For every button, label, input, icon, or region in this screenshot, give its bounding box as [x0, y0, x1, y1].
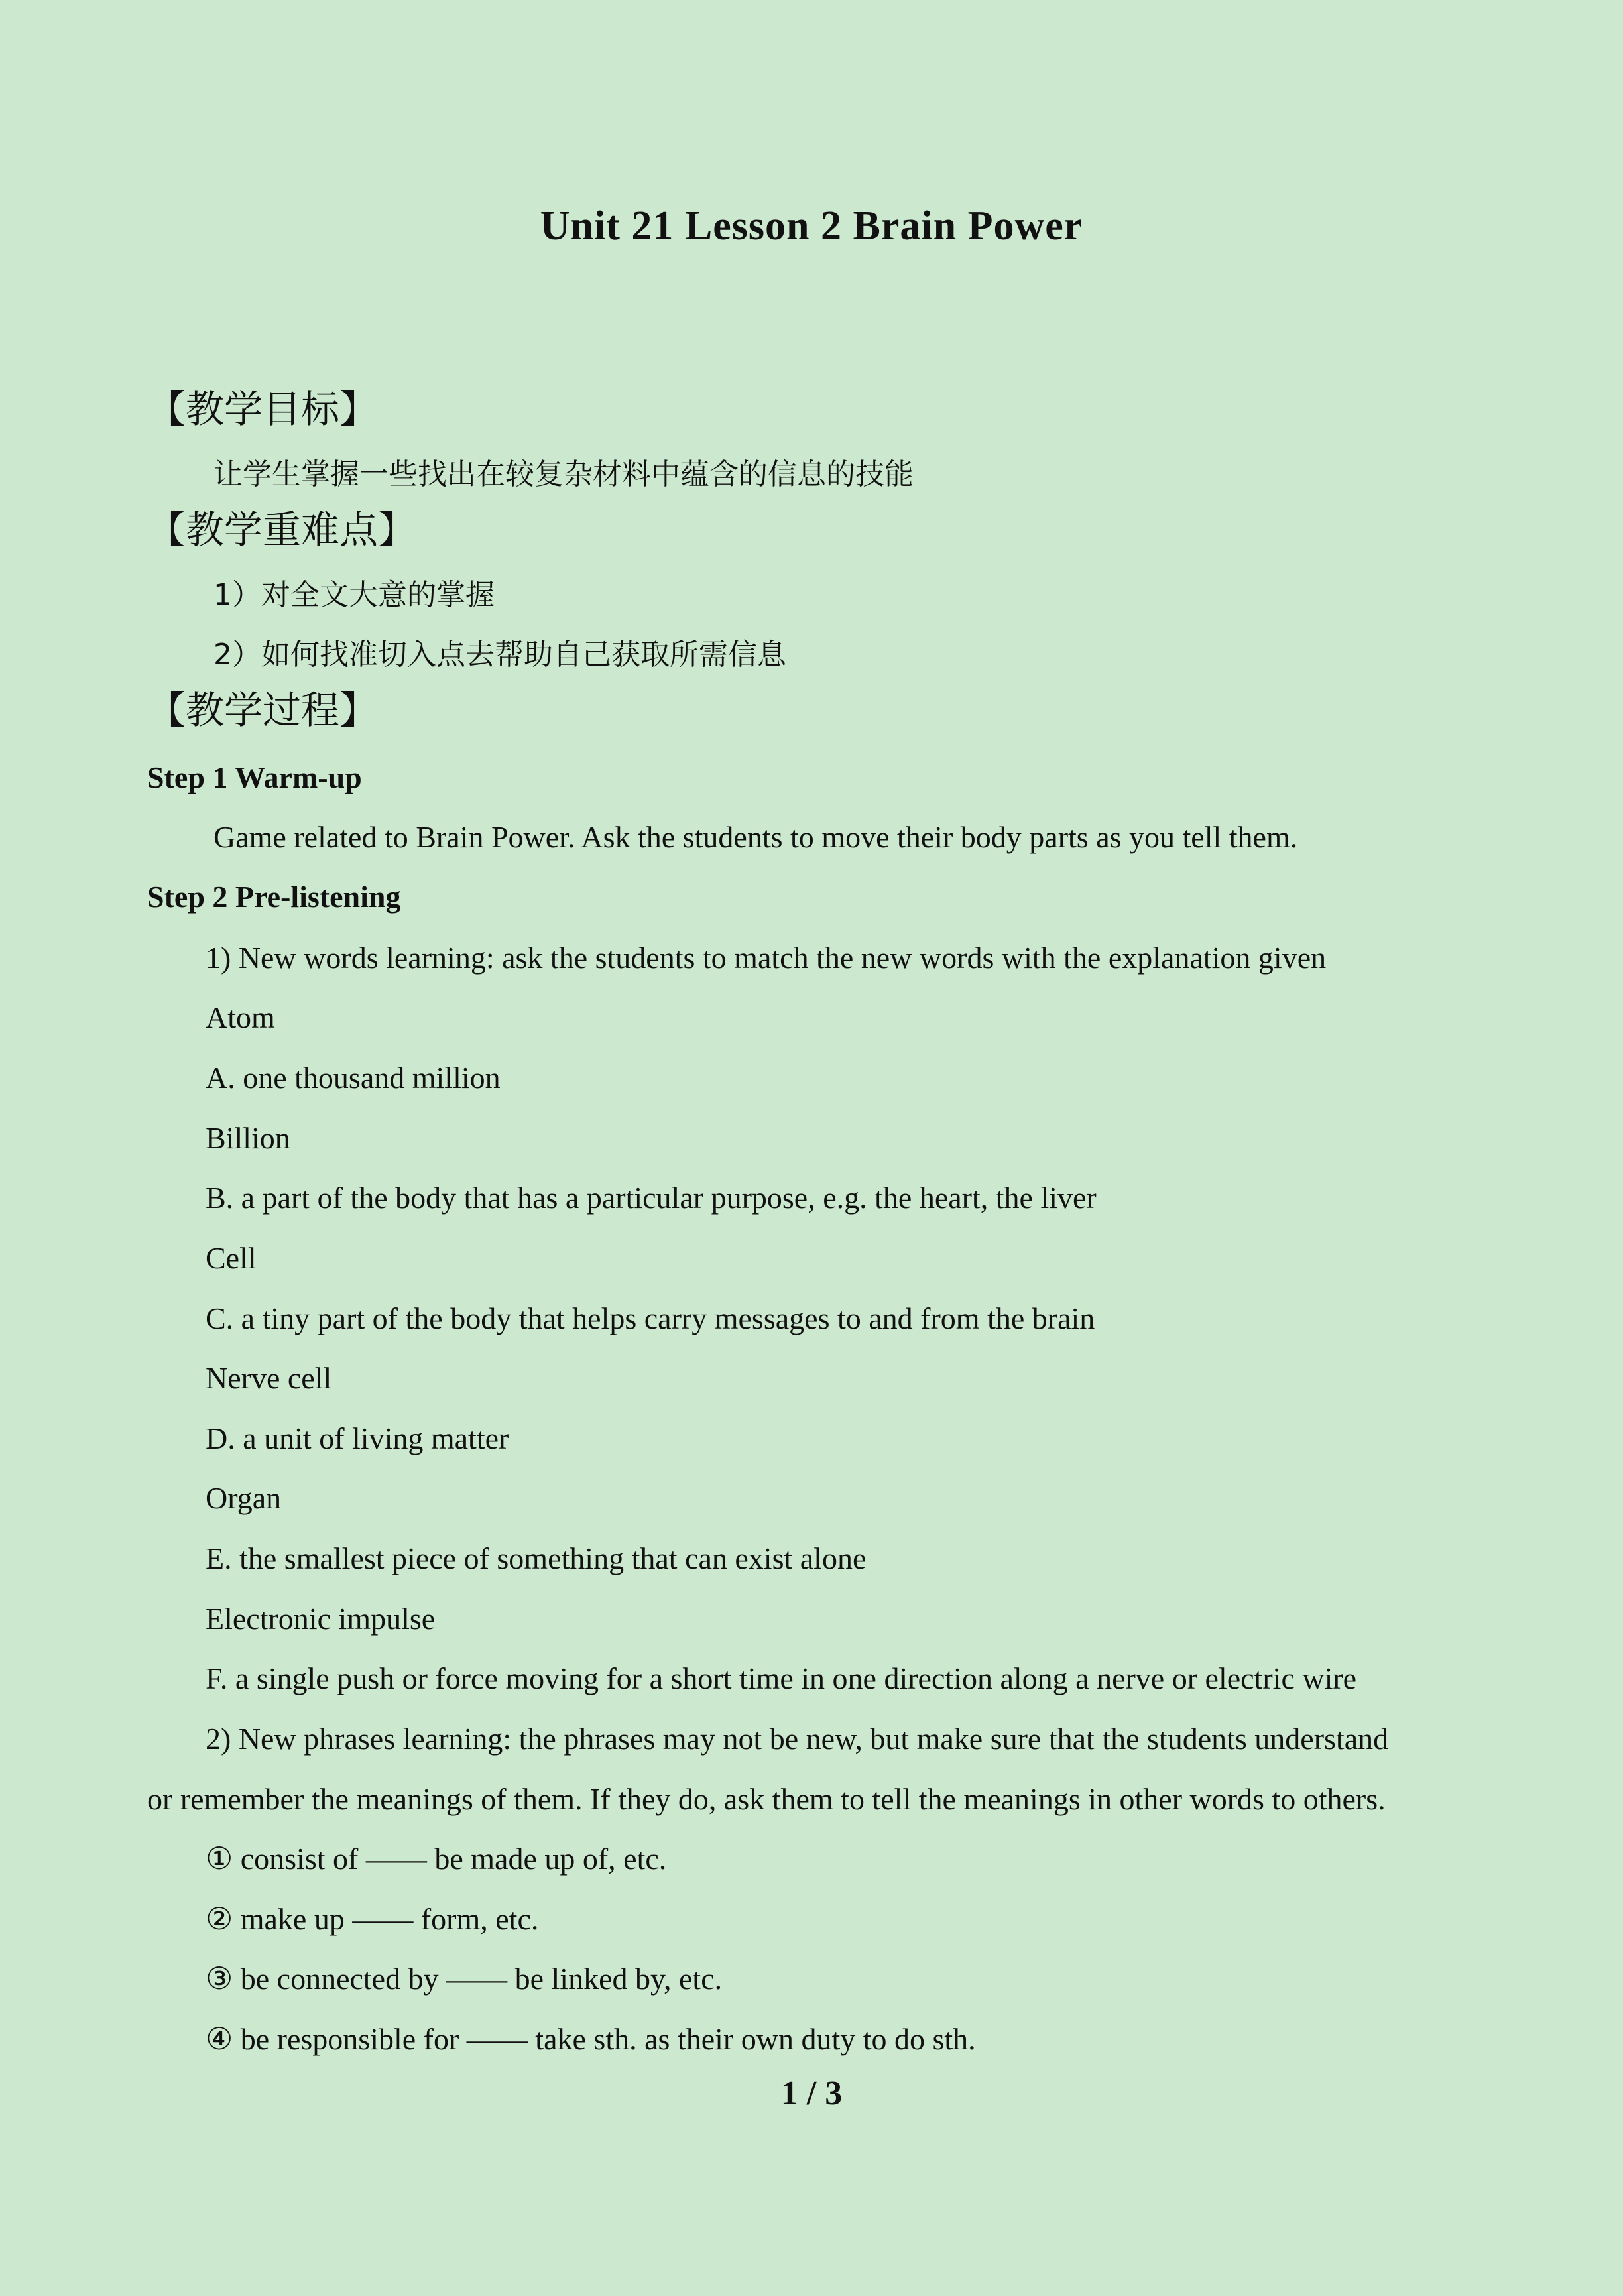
vocab-definition: D. a unit of living matter [206, 1421, 509, 1455]
process-heading: 【教学过程】 [147, 688, 379, 733]
step1-text: Game related to Brain Power. Ask the students to move their body parts as you tell them. [213, 820, 1298, 854]
key-point-item: 2）如何找准切入点去帮助自己获取所需信息 [213, 638, 786, 672]
objectives-heading: 【教学目标】 [147, 387, 379, 432]
vocab-word: Nerve cell [206, 1361, 332, 1395]
vocab-word: Atom [206, 1000, 275, 1034]
vocab-definition: B. a part of the body that has a particular purpose, e.g. the heart, the liver [206, 1181, 1097, 1215]
vocab-word: Organ [206, 1481, 282, 1515]
vocab-word: Electronic impulse [206, 1602, 436, 1636]
document-title: Unit 21 Lesson 2 Brain Power [540, 204, 1083, 249]
phrases-intro: 2) New phrases learning: the phrases may not be new, but make sure that the students understand [206, 1722, 1389, 1756]
step2-heading: Step 2 Pre-listening [147, 880, 401, 914]
key-point-item: 1）对全文大意的掌握 [213, 578, 495, 612]
phrase-item: ④ be responsible for —— take sth. as their own duty to do sth. [206, 2022, 976, 2056]
key-points-heading: 【教学重难点】 [147, 507, 417, 552]
vocab-definition: A. one thousand million [206, 1061, 501, 1095]
new-words-intro: 1) New words learning: ask the students to match the new words with the explanation given [206, 941, 1327, 975]
vocab-definition: E. the smallest piece of something that can exist alone [206, 1541, 867, 1575]
phrases-intro-continued: or remember the meanings of them. If they do, ask them to tell the meanings in other words to others. [147, 1782, 1386, 1816]
step1-heading: Step 1 Warm-up [147, 760, 362, 794]
phrase-item: ③ be connected by —— be linked by, etc. [206, 1962, 723, 1996]
phrase-item: ① consist of —— be made up of, etc. [206, 1842, 667, 1876]
vocab-word: Billion [206, 1121, 290, 1155]
phrase-item: ② make up —— form, etc. [206, 1902, 539, 1936]
objectives-text: 让学生掌握一些找出在较复杂材料中蕴含的信息的技能 [213, 457, 914, 491]
page-number: 1 / 3 [780, 2075, 843, 2112]
vocab-definition: C. a tiny part of the body that helps carry messages to and from the brain [206, 1301, 1095, 1335]
vocab-definition: F. a single push or force moving for a short time in one direction along a nerve or electric wire [206, 1662, 1357, 1695]
vocab-word: Cell [206, 1241, 257, 1275]
